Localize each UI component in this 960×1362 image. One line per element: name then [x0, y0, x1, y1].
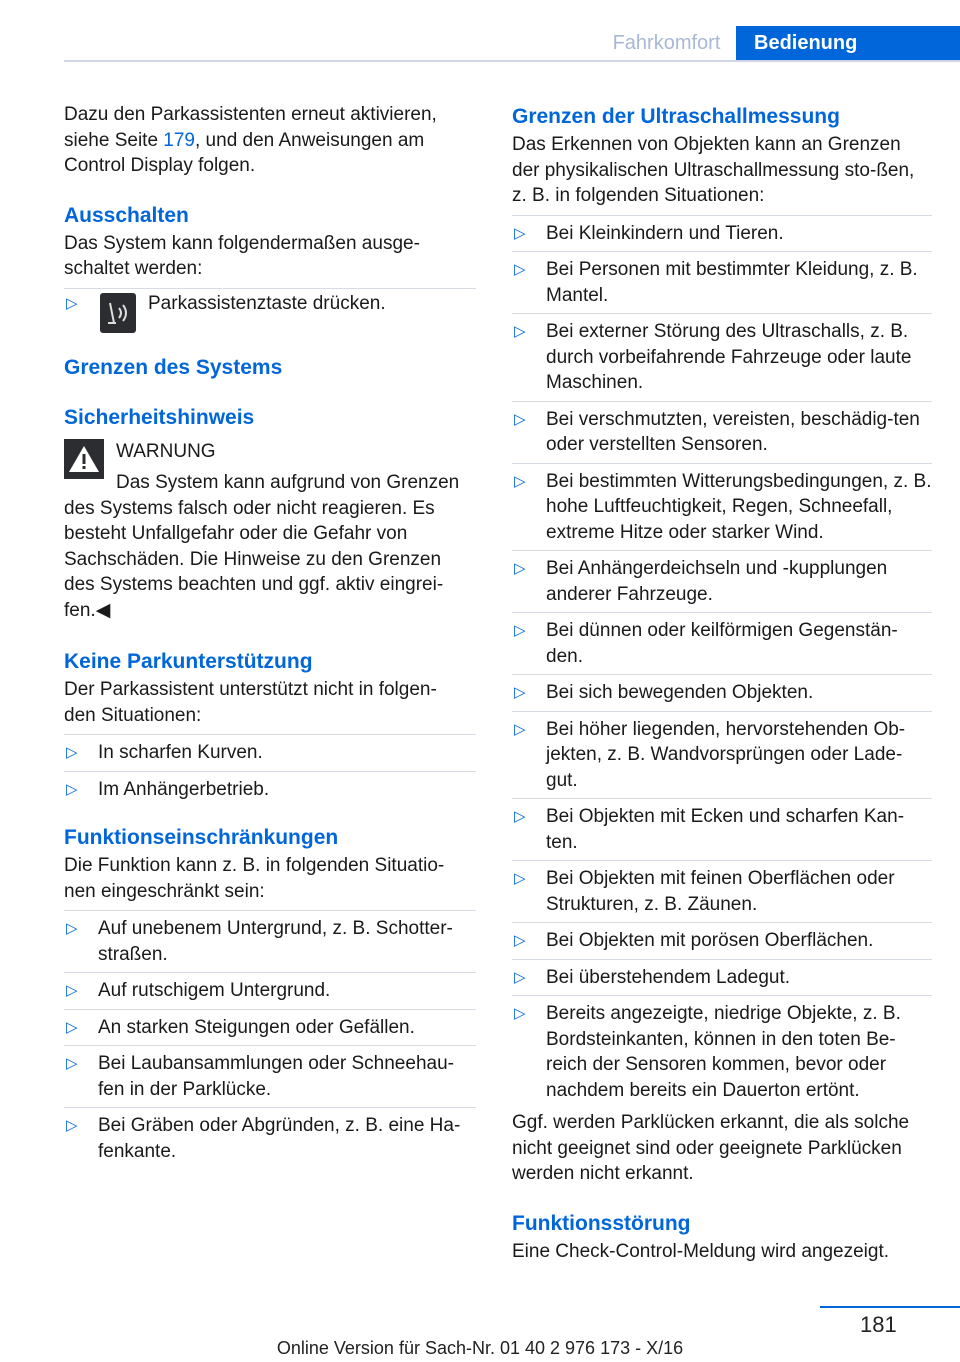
funktion-list [64, 910, 476, 1169]
list-item: ▷ Bei Objekten mit feinen Oberflächen oder Strukturen, z. B. Zäunen. [512, 860, 932, 922]
warning-text: Das System kann aufgrund von Grenzen des Systems falsch oder nicht reagieren. Es besteht Unfallgefahr oder die Gefahr von Sachschäden. Die Hinweise zu den Grenzen des Systems beachten und ggf. aktiv eingrei-fen.◀ [64, 472, 460, 621]
warning-label: WARNUNG [116, 440, 216, 462]
key-list-item [64, 288, 476, 337]
triangle-right-icon: ▷ [66, 982, 78, 999]
warning-triangle-icon [64, 439, 104, 479]
heading-keine-parkunterstuetzung: Keine Parkunterstützung [64, 650, 313, 673]
list-item: ▷ Bei höher liegenden, hervorstehenden Ob-jekten, z. B. Wandvorsprüngen oder Lade-gut. [512, 711, 932, 799]
warning-block [64, 439, 476, 624]
triangle-right-icon: ▷ [514, 720, 526, 738]
list-item: ▷ Bereits angezeigte, niedrige Objekte, z. B. Bordsteinkanten, können in den toten Be-reich der Sensoren kommen, bevor oder nachdem bereits ein Dauerton ertönt. [512, 995, 932, 1108]
triangle-right-icon: ▷ [66, 744, 78, 761]
list-item: ▷ Im Anhängerbetrieb. [64, 771, 476, 808]
list-item: ▷ An starken Steigungen oder Gefällen. [64, 1009, 476, 1046]
triangle-right-icon: ▷ [514, 622, 526, 639]
triangle-right-icon: ▷ [514, 261, 526, 278]
ultra-after-text: Ggf. werden Parklücken erkannt, die als solche nicht geeignet sind oder geeignete Parklücken werden nicht erkannt. [512, 1112, 910, 1184]
heading-ausschalten: Ausschalten [64, 203, 189, 227]
parking-assist-button-icon [100, 293, 136, 333]
list-item: ▷ Bei Gräben oder Abgründen, z. B. eine Ha-fenkante. [64, 1107, 476, 1169]
list-item: ▷ Bei Laubansammlungen oder Schneehau-fen in der Parklücke. [64, 1045, 476, 1107]
page-link-179[interactable]: 179 [163, 129, 195, 151]
keine-list [64, 734, 476, 807]
right-column [512, 102, 932, 1264]
list-item: ▷ Bei externer Störung des Ultraschalls, z. B. durch vorbeifahrende Fahrzeuge oder laute Maschinen. [512, 313, 932, 401]
triangle-right-icon: ▷ [514, 684, 526, 701]
list-item: ▷ Bei Kleinkindern und Tieren. [512, 215, 932, 252]
triangle-right-icon: ▷ [514, 410, 526, 428]
heading-grenzen-des-systems: Grenzen des Systems [64, 355, 283, 379]
triangle-right-icon: ▷ [66, 1055, 78, 1072]
list-item: ▷ Bei verschmutzten, vereisten, beschädig-ten oder verstellten Sensoren. [512, 401, 932, 463]
triangle-right-icon: ▷ [514, 870, 526, 887]
triangle-right-icon: ▷ [66, 294, 78, 312]
stoerung-text: Eine Check-Control-Meldung wird angezeigt. [512, 1240, 890, 1262]
tab-bedienung[interactable]: Bedienung [736, 26, 960, 62]
footer-divider [820, 1306, 960, 1308]
triangle-right-icon: ▷ [514, 224, 526, 242]
list-item: ▷ Bei dünnen oder keilförmigen Gegenstän-den. [512, 612, 932, 674]
ultra-list [512, 215, 932, 1109]
triangle-right-icon: ▷ [66, 780, 78, 798]
intro-paragraph: Dazu den Parkassistenten erneut aktivieren, siehe Seite 179, und den Anweisungen am Control Display folgen. [64, 104, 437, 176]
keine-text: Der Parkassistent unterstützt nicht in folgen-den Situationen: [64, 679, 437, 726]
tab-fahrkomfort[interactable]: Fahrkomfort [612, 32, 721, 54]
list-item: ▷ Bei überstehendem Ladegut. [512, 959, 932, 996]
key-instruction: Parkassistenztaste drücken. [148, 292, 386, 314]
ausschalten-text: Das System kann folgendermaßen ausge-schaltet werden: [64, 232, 420, 279]
triangle-right-icon: ▷ [66, 1117, 78, 1134]
heading-funktionsstoerung: Funktionsstörung [512, 1211, 691, 1235]
triangle-right-icon: ▷ [514, 968, 526, 986]
list-item: ▷ Bei bestimmten Witterungsbedingungen, z. B. hohe Luftfeuchtigkeit, Regen, Schneefall, extreme Hitze oder starker Wind. [512, 463, 932, 551]
list-item: ▷ Bei Objekten mit porösen Oberflächen. [512, 922, 932, 959]
heading-funktionseinschraenkungen: Funktionseinschränkungen [64, 826, 339, 849]
funktion-text: Die Funktion kann z. B. in folgenden Situatio-nen eingeschränkt sein: [64, 855, 445, 902]
triangle-right-icon: ▷ [514, 323, 526, 340]
list-item: ▷ Auf unebenem Untergrund, z. B. Schotter-straßen. [64, 910, 476, 972]
ultra-text: Das Erkennen von Objekten kann an Grenzen der physikalischen Ultraschallmessung sto-ßen, z. B. in folgenden Situationen: [512, 134, 915, 206]
header-divider [64, 60, 960, 62]
list-item: ▷ Bei sich bewegenden Objekten. [512, 674, 932, 711]
footer-version-text: Online Version für Sach-Nr. 01 40 2 976 173 - X/16 [276, 1338, 684, 1358]
triangle-right-icon: ▷ [514, 932, 526, 949]
heading-sicherheitshinweis: Sicherheitshinweis [64, 405, 255, 429]
triangle-right-icon: ▷ [514, 1005, 526, 1022]
heading-grenzen-ultraschallmessung: Grenzen der Ultraschallmessung [512, 105, 840, 128]
triangle-right-icon: ▷ [514, 808, 526, 825]
triangle-right-icon: ▷ [66, 920, 78, 937]
list-item: ▷ In scharfen Kurven. [64, 734, 476, 771]
left-column [64, 102, 476, 1169]
page-number: 181 [860, 1312, 897, 1337]
triangle-right-icon: ▷ [514, 560, 526, 577]
list-item: ▷ Bei Objekten mit Ecken und scharfen Kan-ten. [512, 798, 932, 860]
list-item: ▷ Auf rutschigem Untergrund. [64, 972, 476, 1009]
list-item: ▷ Bei Personen mit bestimmter Kleidung, z. B. Mantel. [512, 251, 932, 313]
list-item: ▷ Bei Anhängerdeichseln und -kupplungen anderer Fahrzeuge. [512, 550, 932, 612]
triangle-right-icon: ▷ [66, 1018, 78, 1036]
triangle-right-icon: ▷ [514, 472, 526, 490]
